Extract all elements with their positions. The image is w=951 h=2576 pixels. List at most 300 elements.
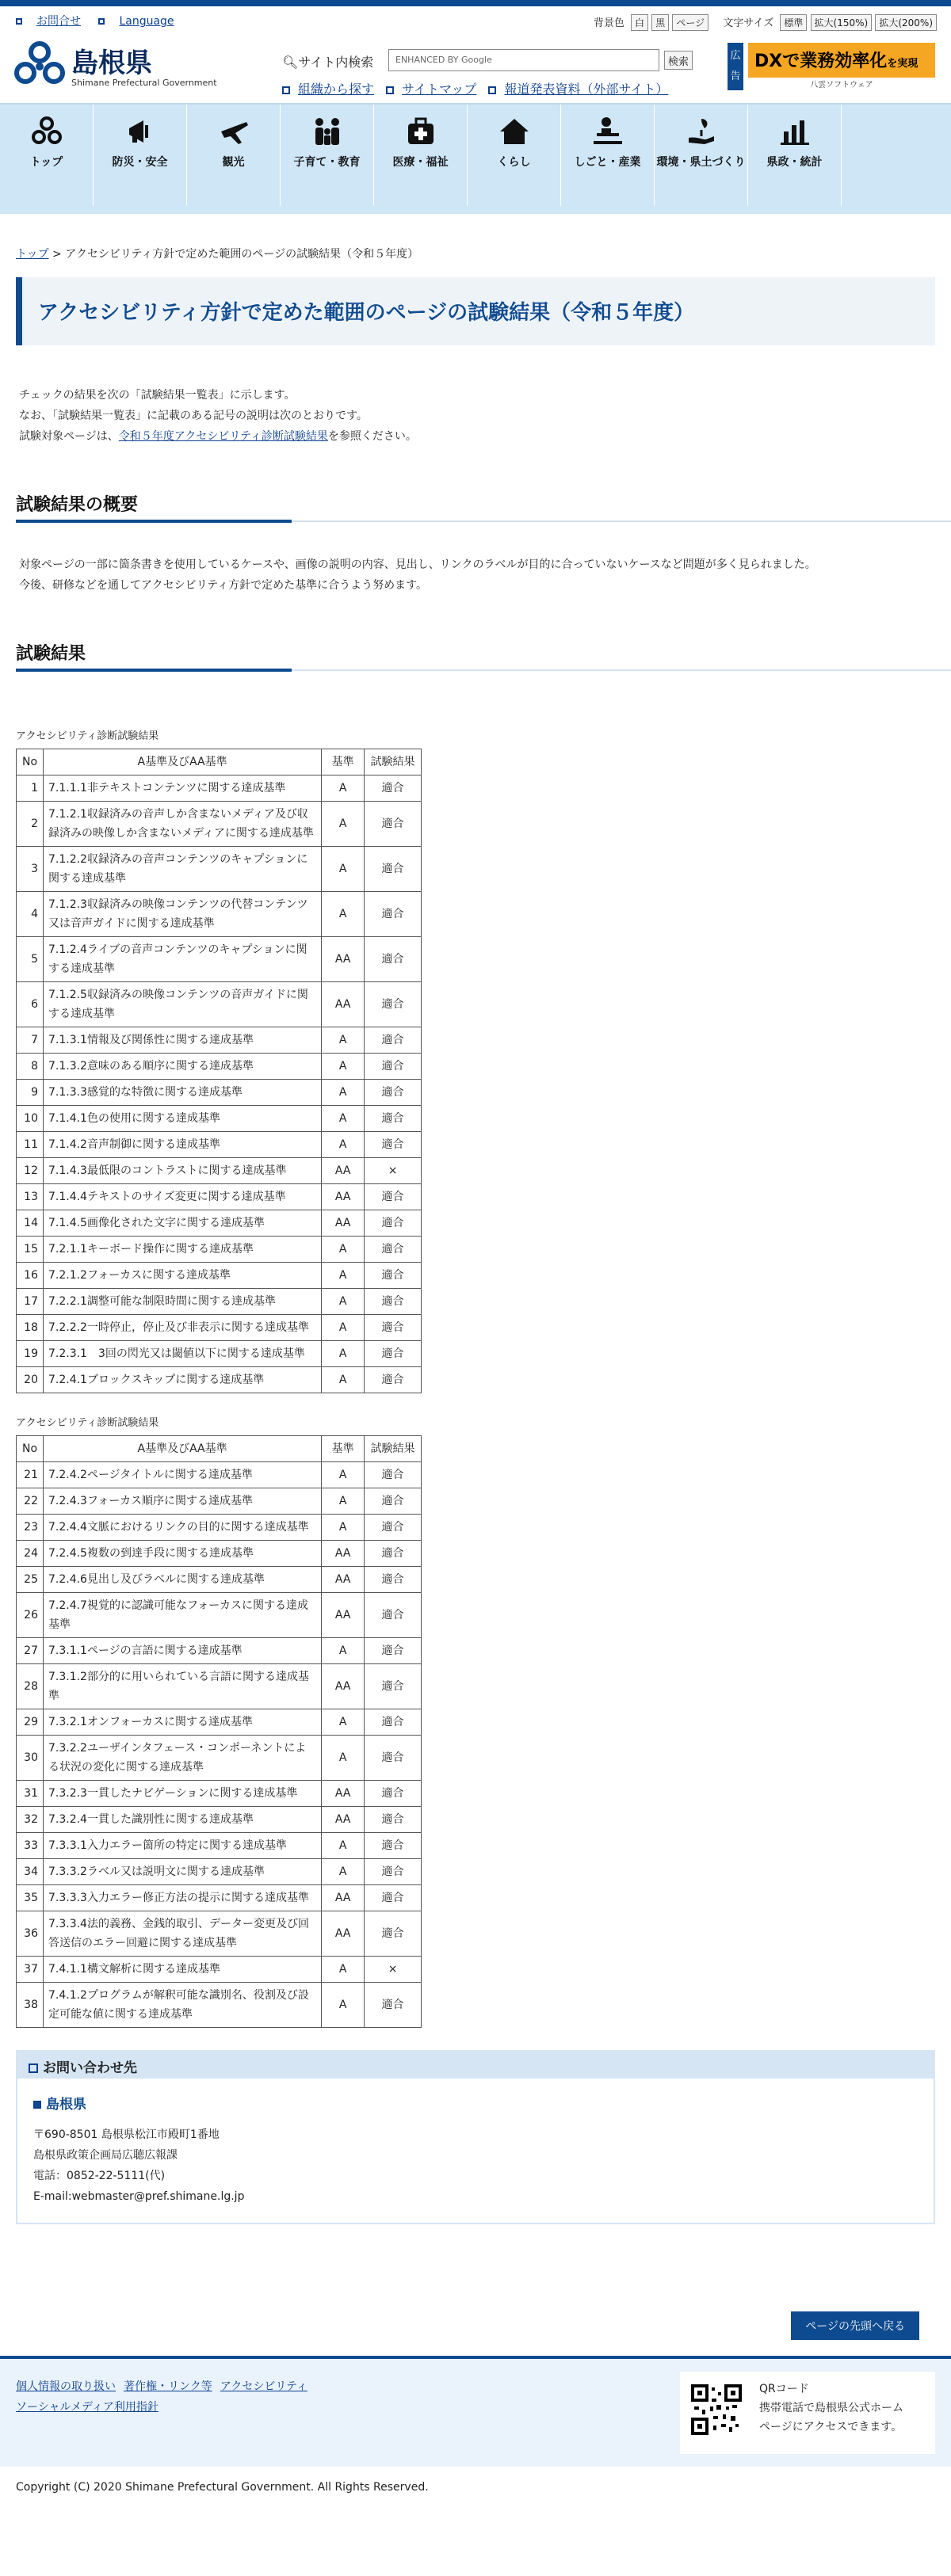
breadcrumb-separator: >	[48, 248, 66, 261]
cell-no: 17	[17, 1289, 44, 1315]
gnav-item[interactable]	[374, 105, 468, 206]
cell-no: 16	[17, 1263, 44, 1289]
cell-level: AA	[322, 1184, 365, 1210]
table-row	[17, 802, 422, 847]
gnav-item-label: トップ	[29, 156, 63, 169]
worker-icon	[561, 116, 654, 147]
cell-criterion: 7.2.4.6見出し及びラベルに関する達成基準	[43, 1567, 321, 1593]
cell-level: A	[322, 1132, 365, 1158]
gnav-item-label: 環境・県土づくり	[656, 156, 746, 169]
table-row	[17, 1833, 422, 1859]
bar-chart-icon	[748, 116, 841, 147]
logo-title: 島根県	[71, 48, 152, 79]
table-row	[17, 1515, 422, 1541]
contact-body	[17, 2079, 934, 2223]
footer-links	[16, 2376, 315, 2418]
airplane-icon	[187, 116, 280, 147]
cell-criterion: 7.3.2.1オンフォーカスに関する達成基準	[43, 1709, 321, 1736]
cell-no: 21	[17, 1462, 44, 1488]
table-row	[17, 775, 422, 802]
cell-no: 19	[17, 1341, 44, 1367]
cell-level: A	[322, 1289, 365, 1315]
table-row	[17, 1859, 422, 1885]
gnav-item-label: しごと・産業	[574, 156, 641, 169]
heading-underline	[16, 520, 292, 523]
cell-criterion: 7.3.1.2部分的に用いられている言語に関する達成基準	[43, 1664, 321, 1709]
cell-level: AA	[322, 1541, 365, 1567]
table-row	[17, 1541, 422, 1567]
cell-no: 36	[17, 1911, 44, 1957]
table-row	[17, 1132, 422, 1158]
cell-no: 14	[17, 1210, 44, 1237]
display-settings	[582, 14, 937, 31]
table-row	[17, 1462, 422, 1488]
col-header-no: No	[17, 1436, 44, 1462]
medical-bag-icon	[374, 116, 467, 147]
cell-level: A	[322, 1638, 365, 1664]
qr-line-2: ページにアクセスできます。	[759, 2421, 903, 2433]
cell-criterion: 7.1.2.1収録済みの音声しか含まないメディア及び収録済みの映像しか含まないメディアに関する達成基準	[43, 802, 321, 847]
page-title: アクセシビリティ方針で定めた範囲のページの試験結果（令和５年度）	[38, 301, 695, 325]
cell-result: 適合	[365, 1106, 422, 1132]
gnav-item[interactable]	[0, 105, 94, 206]
cell-criterion: 7.1.4.4テキストのサイズ変更に関する達成基準	[43, 1184, 321, 1210]
square-icon	[386, 86, 394, 94]
cell-criterion: 7.4.1.1構文解析に関する達成基準	[43, 1957, 321, 1983]
cell-result: 適合	[365, 1054, 422, 1080]
cell-result: 適合	[365, 1289, 422, 1315]
cell-criterion: 7.3.2.2ユーザインタフェース・コンポーネントによる状況の変化に関する達成基準	[43, 1736, 321, 1781]
heading-underline	[16, 669, 292, 672]
gnav-item[interactable]	[94, 105, 187, 206]
cell-criterion: 7.1.2.2収録済みの音声コンテンツのキャプションに関する達成基準	[43, 847, 321, 892]
cell-criterion: 7.1.3.2意味のある順序に関する達成基準	[43, 1054, 321, 1080]
cell-result: ×	[365, 1158, 422, 1184]
cell-result: 適合	[365, 1488, 422, 1515]
cell-criterion: 7.2.1.1キーボード操作に関する達成基準	[43, 1237, 321, 1263]
house-icon	[468, 116, 560, 147]
ad-label: 広告	[728, 43, 743, 90]
cell-level: AA	[322, 1781, 365, 1807]
cell-result: 適合	[365, 1027, 422, 1054]
table-row	[17, 1781, 422, 1807]
results-heading: 試験結果	[16, 644, 86, 664]
cell-level: A	[322, 1515, 365, 1541]
cell-criterion: 7.3.2.4一貫した識別性に関する達成基準	[43, 1807, 321, 1833]
search-icon: 🔍︎	[282, 55, 299, 70]
breadcrumb	[16, 246, 935, 261]
cell-level: A	[322, 1462, 365, 1488]
utility-links	[16, 13, 189, 29]
cell-result: 適合	[365, 1341, 422, 1367]
cell-no: 15	[17, 1237, 44, 1263]
table-row	[17, 1341, 422, 1367]
square-icon	[29, 2063, 38, 2073]
global-nav-items	[0, 105, 872, 206]
breadcrumb-home-link[interactable]: トップ	[16, 248, 49, 261]
cell-level: A	[322, 1054, 365, 1080]
square-icon	[16, 18, 22, 25]
cell-level: A	[322, 802, 365, 847]
cell-result: 適合	[365, 892, 422, 937]
cell-no: 4	[17, 892, 44, 937]
table-row	[17, 1807, 422, 1833]
contact-tel: 電話：0852-22-5111(代)	[33, 2170, 166, 2182]
table-row	[17, 937, 422, 982]
cell-no: 2	[17, 802, 44, 847]
cell-level: A	[322, 1709, 365, 1736]
cell-level: AA	[322, 1593, 365, 1638]
go-top-wrap	[0, 2311, 919, 2340]
table-row	[17, 1210, 422, 1237]
square-icon	[282, 86, 290, 94]
table-row	[17, 1289, 422, 1315]
cell-result: 適合	[365, 1132, 422, 1158]
col-header-criterion: A基準及びAA基準	[43, 749, 321, 775]
ad-main-text: DXで業務効率化を実現	[748, 43, 935, 78]
cell-result: 適合	[365, 937, 422, 982]
page-title-box	[16, 277, 935, 345]
cell-criterion: 7.2.4.7視覚的に認識可能なフォーカスに関する達成基準	[43, 1593, 321, 1638]
cell-result: 適合	[365, 1807, 422, 1833]
cell-criterion: 7.1.3.3感覚的な特徴に関する達成基準	[43, 1080, 321, 1106]
megaphone-icon	[94, 116, 186, 147]
table-row	[17, 982, 422, 1027]
cell-level: A	[322, 1957, 365, 1983]
table-row	[17, 1983, 422, 2028]
cell-level: AA	[322, 982, 365, 1027]
cell-no: 10	[17, 1106, 44, 1132]
table-row	[17, 1263, 422, 1289]
search-button[interactable]: 検索	[664, 51, 693, 70]
cell-no: 30	[17, 1736, 44, 1781]
bg-black-button[interactable]: 黒	[651, 14, 669, 31]
cell-result: 適合	[365, 1263, 422, 1289]
cell-level: A	[322, 1488, 365, 1515]
summary-heading-block	[16, 491, 935, 523]
results-heading-block	[16, 640, 935, 672]
cell-level: AA	[322, 1911, 365, 1957]
qr-line-1: 携帯電話で島根県公式ホーム	[759, 2402, 903, 2414]
cell-level: AA	[322, 1885, 365, 1911]
cell-no: 37	[17, 1957, 44, 1983]
utility-bar	[0, 6, 951, 38]
cell-result: 適合	[365, 1237, 422, 1263]
cell-criterion: 7.1.2.5収録済みの映像コンテンツの音声ガイドに関する達成基準	[43, 982, 321, 1027]
font-150-button[interactable]: 拡大(150%)	[811, 14, 873, 31]
cell-no: 20	[17, 1367, 44, 1393]
table-row	[17, 1709, 422, 1736]
test-result-link[interactable]: 令和５年度アクセシビリティ診断試験結果	[118, 430, 328, 443]
cell-criterion: 7.2.4.4文脈におけるリンクの目的に関する達成基準	[43, 1515, 321, 1541]
cell-result: ×	[365, 1957, 422, 1983]
cell-level: A	[322, 1367, 365, 1393]
top-icon	[0, 116, 93, 147]
cell-criterion: 7.2.4.2ページタイトルに関する達成基準	[43, 1462, 321, 1488]
cell-no: 28	[17, 1664, 44, 1709]
intro-text	[19, 385, 932, 447]
gnav-item-label: 子育て・教育	[293, 156, 361, 169]
bg-white-button[interactable]: 白	[631, 14, 648, 31]
cell-result: 適合	[365, 982, 422, 1027]
plant-hand-icon	[655, 116, 747, 147]
summary-line-2: 今後、研修などを通してアクセシビリティ方針で定めた基準に合うよう努めます。	[19, 579, 428, 592]
font-size-label: 文字サイズ	[723, 17, 774, 29]
cell-level: AA	[322, 1664, 365, 1709]
table-row	[17, 1911, 422, 1957]
cell-result: 適合	[365, 1315, 422, 1341]
cell-result: 適合	[365, 1567, 422, 1593]
search-label: 🔍︎サイト内検索	[282, 55, 374, 70]
table-row	[17, 1054, 422, 1080]
cell-level: A	[322, 1027, 365, 1054]
cell-criterion: 7.3.3.1入力エラー箇所の特定に関する達成基準	[43, 1833, 321, 1859]
table-row	[17, 847, 422, 892]
cell-criterion: 7.1.4.2音声制御に関する達成基準	[43, 1132, 321, 1158]
cell-result: 適合	[365, 1833, 422, 1859]
cell-result: 適合	[365, 1736, 422, 1781]
accessibility-link[interactable]: アクセシビリティ	[220, 2380, 307, 2393]
cell-level: AA	[322, 1158, 365, 1184]
table-row	[17, 1957, 422, 1983]
cell-criterion: 7.2.2.1調整可能な制限時間に関する達成基準	[43, 1289, 321, 1315]
intro-line-3: 試験対象ページは、令和５年度アクセシビリティ診断試験結果を参照ください。	[19, 430, 417, 443]
cell-criterion: 7.2.4.3フォーカス順序に関する達成基準	[43, 1488, 321, 1515]
cell-no: 34	[17, 1859, 44, 1885]
table-row	[17, 1080, 422, 1106]
cell-result: 適合	[365, 1983, 422, 2028]
gnav-item-label: 医療・福祉	[392, 156, 449, 169]
cell-no: 11	[17, 1132, 44, 1158]
cell-result: 適合	[365, 1593, 422, 1638]
square-icon	[98, 18, 105, 25]
logo-subtitle: Shimane Prefectural Government	[71, 78, 217, 88]
cell-no: 13	[17, 1184, 44, 1210]
table-row	[17, 1885, 422, 1911]
family-icon	[281, 116, 373, 147]
cell-criterion: 7.2.4.1ブロックスキップに関する達成基準	[43, 1367, 321, 1393]
ad-company: 八雲ソフトウェア	[748, 78, 935, 90]
table-row	[17, 1184, 422, 1210]
cell-result: 適合	[365, 1541, 422, 1567]
cell-level: A	[322, 1983, 365, 2028]
contact-address: 〒690-8501 島根県松江市殿町1番地	[33, 2128, 220, 2141]
cell-no: 24	[17, 1541, 44, 1567]
summary-line-1: 対象ページの一部に箇条書きを使用しているケースや、画像の説明の内容、見出し、リンクのラベルが目的に合っていないケースなど問題が多く見られました。	[19, 558, 816, 571]
qr-code-icon	[691, 2384, 742, 2435]
cell-no: 18	[17, 1315, 44, 1341]
table-row	[17, 1367, 422, 1393]
cell-criterion: 7.3.3.2ラベル又は説明文に関する達成基準	[43, 1859, 321, 1885]
table-row	[17, 1638, 422, 1664]
font-200-button[interactable]: 拡大(200%)	[875, 14, 937, 31]
cell-criterion: 7.1.3.1情報及び関係性に関する達成基準	[43, 1027, 321, 1054]
cell-no: 32	[17, 1807, 44, 1833]
contact-dept: 島根県政策企画局広聴広報課	[33, 2149, 178, 2162]
table-row	[17, 1736, 422, 1781]
contact-link[interactable]: お問合せ	[36, 15, 81, 28]
cell-criterion: 7.1.4.1色の使用に関する達成基準	[43, 1106, 321, 1132]
square-icon	[488, 86, 496, 94]
ad-banner[interactable]	[748, 43, 935, 90]
results-table-2	[16, 1435, 422, 2028]
cell-no: 5	[17, 937, 44, 982]
site-header	[0, 38, 951, 103]
header-links	[282, 79, 676, 97]
cell-level: AA	[322, 937, 365, 982]
breadcrumb-current: アクセシビリティ方針で定めた範囲のページの試験結果（令和５年度）	[65, 248, 419, 261]
gnav-item-label: くらし	[497, 156, 531, 169]
cell-no: 35	[17, 1885, 44, 1911]
global-nav	[0, 103, 951, 214]
gnav-item[interactable]	[468, 105, 561, 206]
cell-no: 31	[17, 1781, 44, 1807]
cell-level: A	[322, 892, 365, 937]
gnav-item[interactable]	[748, 105, 842, 206]
cell-result: 適合	[365, 847, 422, 892]
cell-level: A	[322, 1106, 365, 1132]
table-caption-2: アクセシビリティ診断試験結果	[16, 1417, 159, 1429]
table-caption-1: アクセシビリティ診断試験結果	[16, 730, 159, 742]
gnav-item-label: 県政・統計	[766, 156, 823, 169]
site-footer	[0, 2356, 951, 2467]
cell-result: 適合	[365, 1859, 422, 1885]
cell-no: 25	[17, 1567, 44, 1593]
summary-text	[19, 554, 932, 596]
cell-level: A	[322, 1315, 365, 1341]
prefecture-emblem-icon	[14, 41, 65, 92]
sitemap-link[interactable]: サイトマップ	[402, 82, 477, 97]
cell-result: 適合	[365, 1080, 422, 1106]
cell-criterion: 7.4.1.2プログラムが解釈可能な識別名、役割及び設定可能な値に関する達成基準	[43, 1983, 321, 2028]
cell-no: 6	[17, 982, 44, 1027]
contact-box	[16, 2050, 935, 2224]
cell-no: 1	[17, 775, 44, 802]
cell-level: AA	[322, 1567, 365, 1593]
cell-no: 26	[17, 1593, 44, 1638]
cell-criterion: 7.2.1.2フォーカスに関する達成基準	[43, 1263, 321, 1289]
cell-criterion: 7.1.4.3最低限のコントラストに関する達成基準	[43, 1158, 321, 1184]
gnav-item[interactable]	[561, 105, 655, 206]
cell-criterion: 7.2.2.2一時停止，停止及び非表示に関する達成基準	[43, 1315, 321, 1341]
results-table-1	[16, 749, 422, 1393]
col-header-criterion: A基準及びAA基準	[43, 1436, 321, 1462]
table-row	[17, 1488, 422, 1515]
table-row	[17, 1158, 422, 1184]
summary-heading: 試験結果の概要	[16, 495, 139, 515]
cell-result: 適合	[365, 802, 422, 847]
gnav-item[interactable]	[281, 105, 374, 206]
contact-email: E-mail:webmaster@pref.shimane.lg.jp	[33, 2190, 245, 2203]
table-row	[17, 892, 422, 937]
social-media-policy-link[interactable]: ソーシャルメディア利用指針	[16, 2401, 158, 2414]
cell-result: 適合	[365, 1885, 422, 1911]
cell-result: 適合	[365, 1184, 422, 1210]
cell-criterion: 7.1.4.5画像化された文字に関する達成基準	[43, 1210, 321, 1237]
copyright-link[interactable]: 著作権・リンク等	[124, 2380, 212, 2393]
go-top-button[interactable]: ページの先頭へ戻る	[791, 2311, 919, 2340]
gnav-item-label: 観光	[222, 156, 245, 169]
table-row	[17, 1315, 422, 1341]
table-row	[17, 1567, 422, 1593]
cell-criterion: 7.1.1.1非テキストコンテンツに関する達成基準	[43, 775, 321, 802]
top-accent-bar	[0, 0, 951, 6]
heading-underline-light	[292, 669, 951, 671]
privacy-link[interactable]: 個人情報の取り扱い	[16, 2380, 116, 2393]
cell-result: 適合	[365, 1638, 422, 1664]
table-row	[17, 1237, 422, 1263]
cell-no: 33	[17, 1833, 44, 1859]
qr-box	[680, 2372, 935, 2454]
cell-no: 22	[17, 1488, 44, 1515]
square-icon	[33, 2101, 41, 2109]
bg-color-label: 背景色	[593, 17, 624, 29]
cell-level: A	[322, 1080, 365, 1106]
cell-no: 29	[17, 1709, 44, 1736]
cell-no: 3	[17, 847, 44, 892]
gnav-item[interactable]	[655, 105, 748, 206]
cell-criterion: 7.1.2.4ライブの音声コンテンツのキャプションに関する達成基準	[43, 937, 321, 982]
col-header-result: 試験結果	[365, 1436, 422, 1462]
cell-no: 9	[17, 1080, 44, 1106]
cell-result: 適合	[365, 1781, 422, 1807]
cell-level: A	[322, 775, 365, 802]
contact-org: 島根県	[33, 2094, 918, 2115]
heading-underline-light	[292, 520, 951, 522]
cell-result: 適合	[365, 1664, 422, 1709]
press-release-link[interactable]: 報道発表資料（外部サイト）	[504, 82, 669, 97]
table-row	[17, 1664, 422, 1709]
cell-level: A	[322, 1859, 365, 1885]
site-logo[interactable]	[14, 41, 228, 89]
cell-criterion: 7.2.3.1 3回の閃光又は閾値以下に関する達成基準	[43, 1341, 321, 1367]
cell-result: 適合	[365, 775, 422, 802]
cell-result: 適合	[365, 1515, 422, 1541]
table-row	[17, 1593, 422, 1638]
intro-line-1: チェックの結果を次の「試験結果一覧表」に示します。	[19, 389, 296, 402]
cell-no: 38	[17, 1983, 44, 2028]
table-row	[17, 1027, 422, 1054]
cell-level: A	[322, 1341, 365, 1367]
cell-level: A	[322, 847, 365, 892]
org-search-link[interactable]: 組織から探す	[298, 82, 375, 97]
cell-level: A	[322, 1833, 365, 1859]
cell-result: 適合	[365, 1210, 422, 1237]
cell-result: 適合	[365, 1367, 422, 1393]
cell-result: 適合	[365, 1709, 422, 1736]
gnav-item-label: 防災・安全	[112, 156, 168, 169]
cell-level: A	[322, 1263, 365, 1289]
search-input[interactable]: ENHANCED BY Google	[388, 49, 659, 71]
bg-page-button[interactable]: ページ	[672, 14, 708, 31]
cell-level: AA	[322, 1807, 365, 1833]
cell-level: A	[322, 1237, 365, 1263]
font-standard-button[interactable]: 標準	[780, 14, 807, 31]
col-header-level: 基準	[322, 749, 365, 775]
col-header-no: No	[17, 749, 44, 775]
table-row	[17, 1106, 422, 1132]
cell-result: 適合	[365, 1462, 422, 1488]
cell-criterion: 7.2.4.5複数の到達手段に関する達成基準	[43, 1541, 321, 1567]
qr-text	[759, 2380, 903, 2437]
cell-level: AA	[322, 1210, 365, 1237]
language-link[interactable]: Language	[119, 15, 174, 28]
cell-no: 27	[17, 1638, 44, 1664]
cell-no: 8	[17, 1054, 44, 1080]
cell-level: A	[322, 1736, 365, 1781]
gnav-item[interactable]	[187, 105, 281, 206]
cell-result: 適合	[365, 1911, 422, 1957]
